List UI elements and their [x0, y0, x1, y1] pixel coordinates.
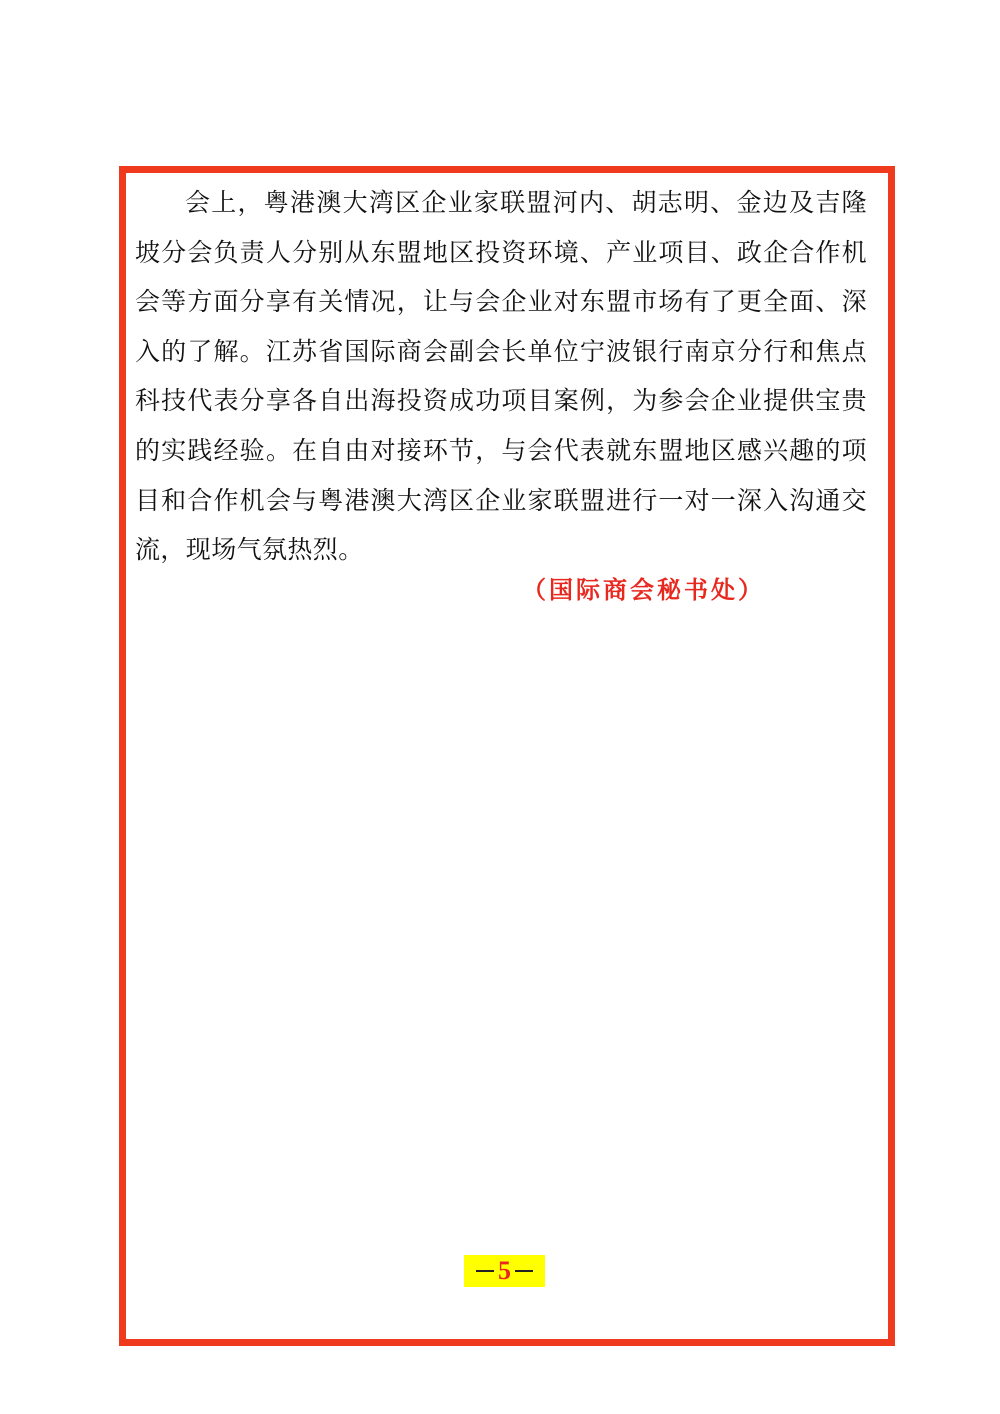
- page-number-badge: [464, 1255, 545, 1287]
- page-number: 5: [498, 1256, 511, 1285]
- dash-right: [515, 1270, 533, 1272]
- signature: （国际商会秘书处）: [522, 575, 765, 604]
- body-paragraph: 会上，粤港澳大湾区企业家联盟河内、胡志明、金边及吉隆坡分会负责人分别从东盟地区投资环境、产业项目、政企合作机会等方面分享有关情况，让与会企业对东盟市场有了更全面、深入的了解。江苏省国际商会副会长单位宁波银行南京分行和焦点科技代表分享各自出海投资成功项目案例，为参会企业提供宝贵的实践经验。在自由对接环节，与会代表就东盟地区感兴趣的项目和合作机会与粤港澳大湾区企业家联盟进行一对一深入沟通交流，现场气氛热烈。: [135, 188, 867, 565]
- dash-left: [476, 1270, 494, 1272]
